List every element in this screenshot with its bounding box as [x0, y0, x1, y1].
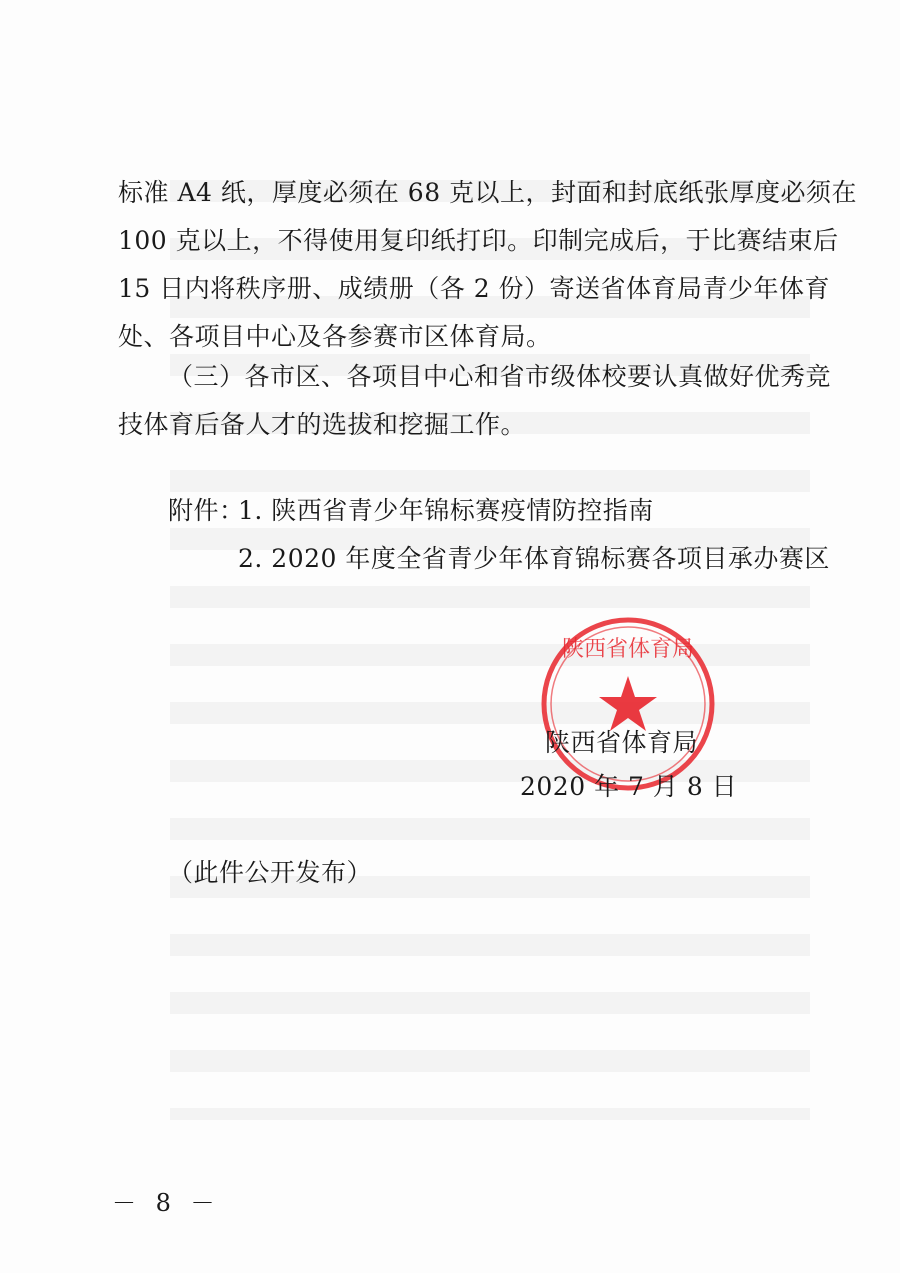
publication-note: （此件公开发布）: [168, 858, 373, 887]
attachment-label: 附件：: [168, 496, 245, 525]
page-number: － 8 －: [112, 1189, 221, 1217]
official-seal: [538, 614, 718, 794]
body-line-4: 处、各项目中心及各参赛市区体育局。: [118, 322, 552, 351]
seal-text: 陕西省体育局: [561, 637, 695, 662]
signature-org: 陕西省体育局: [545, 728, 699, 757]
signature-date: 2020 年 7 月 8 日: [520, 772, 738, 801]
body-line-2: 100 克以上，不得使用复印纸打印。印制完成后，于比赛结束后: [118, 226, 839, 255]
attachment-item-2: 2. 2020 年度全省青少年体育锦标赛各项目承办赛区: [238, 544, 830, 573]
body-line-3: 15 日内将秩序册、成绩册（各 2 份）寄送省体育局青少年体育: [118, 274, 831, 303]
body-line-1: 标准 A4 纸，厚度必须在 68 克以上，封面和封底纸张厚度必须在: [118, 178, 858, 207]
body-line-5: （三）各市区、各项目中心和省市级体校要认真做好优秀竞: [168, 362, 832, 391]
attachment-item-1: 1. 陕西省青少年锦标赛疫情防控指南: [238, 496, 654, 525]
body-line-6: 技体育后备人才的选拔和挖掘工作。: [118, 410, 527, 439]
